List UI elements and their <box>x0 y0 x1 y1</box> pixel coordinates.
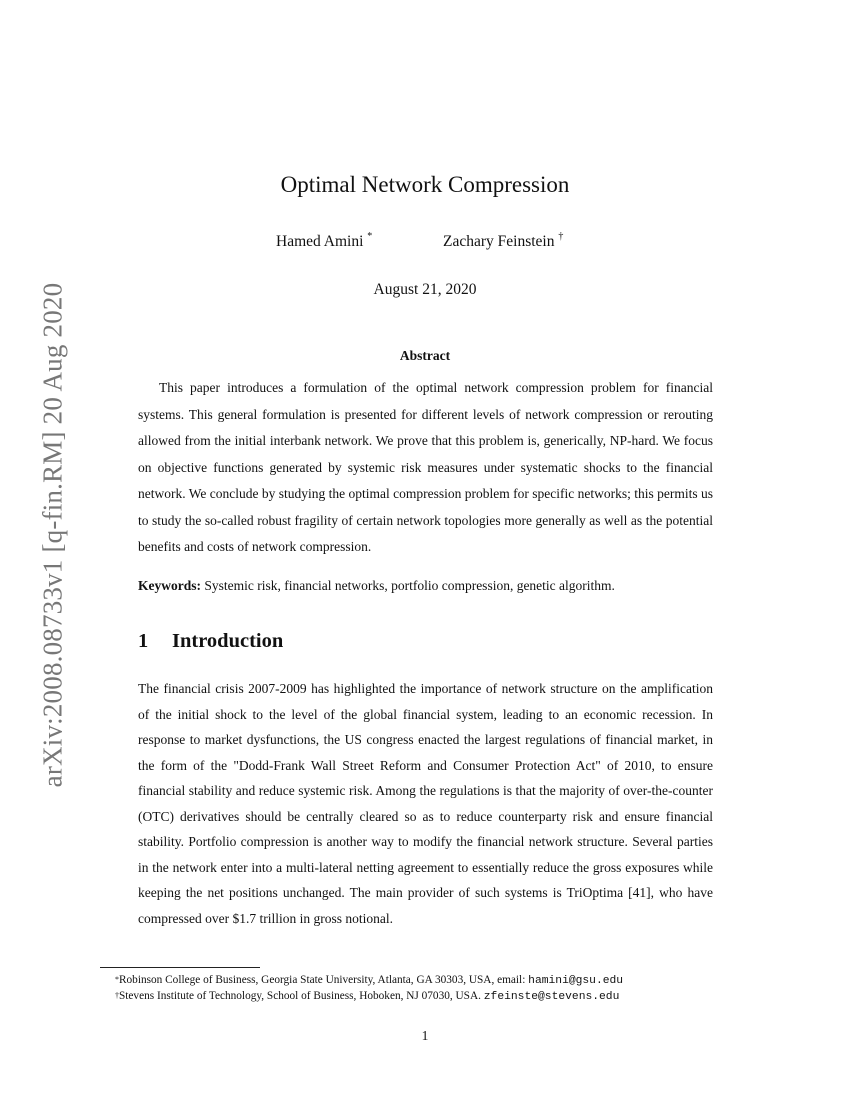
footnote-text: Robinson College of Business, Georgia State University, Atlanta, GA 30303, USA, email: <box>119 974 529 986</box>
keywords-text: Systemic risk, financial networks, portfolio compression, genetic algorithm. <box>204 578 615 593</box>
author-name: Zachary Feinstein <box>443 233 555 250</box>
author-feinstein <box>443 233 563 251</box>
author-footnote-mark: † <box>558 231 564 242</box>
footnote-text: Stevens Institute of Technology, School of Business, Hoboken, NJ 07030, USA. <box>119 990 484 1002</box>
abstract-heading: Abstract <box>399 348 451 363</box>
section-heading <box>138 630 283 653</box>
author-amini <box>276 233 372 251</box>
section-number: 1 <box>138 630 149 652</box>
footnote-feinstein <box>115 989 619 1005</box>
paper-date: August 21, 2020 <box>373 281 477 298</box>
footnote-mark: † <box>115 991 119 1000</box>
abstract-text: This paper introduces a formulation of the optimal network compression problem for financial systems. This general formulation is presented for different levels of network compression or rerouting allowed from the initial interbank network. We prove that this problem is, generically, NP-hard. We focus on objective functions generated by systemic risk measures under systematic shocks to the financial network. We conclude by studying the optimal compression problem for specific networks; this permits us to study the so-called robust fragility of certain network topologies more generally as well as the potential benefits and costs of network compression. <box>138 380 713 554</box>
email-link[interactable]: zfeinste@stevens.edu <box>483 991 620 1003</box>
author-name: Hamed Amini <box>276 233 364 250</box>
introduction-text: The financial crisis 2007-2009 has highlighted the importance of network structure on the amplification of the initial shock to the level of the global financial system, leading to an economic recession. In response to market dysfunctions, the US congress enacted the largest regulations of financial market, in the form of the "Dodd-Frank Wall Street Reform and Consumer Protection Act" of 2010, to ensure financial stability and reduce systemic risk. Among the regulations is that the majority of over-the-counter (OTC) derivatives should be centrally cleared so as to reduce counterparty risk and ensure financial stability. Portfolio compression is another way to modify the financial network structure. Several parties in the network enter into a multi-lateral netting agreement to essentially reduce the gross exposures while keeping the net positions unchanged. The main provider of such systems is TriOptima [41], who have compressed over $1.7 trillion in gross notional. <box>138 681 713 926</box>
footnote-divider <box>100 967 260 968</box>
email-link[interactable]: hamini@gsu.edu <box>528 975 624 987</box>
arxiv-identifier: arXiv:2008.08733v1 [q-fin.RM] 20 Aug 2020 <box>37 282 68 788</box>
section-title: Introduction <box>172 630 284 652</box>
keywords <box>138 576 713 596</box>
author-footnote-mark: * <box>367 231 373 242</box>
footnote-amini <box>115 973 623 989</box>
page-number: 1 <box>421 1028 429 1043</box>
paper-title: Optimal Network Compression <box>280 172 570 197</box>
keywords-label: Keywords: <box>138 578 201 593</box>
footnote-mark: * <box>115 975 119 984</box>
